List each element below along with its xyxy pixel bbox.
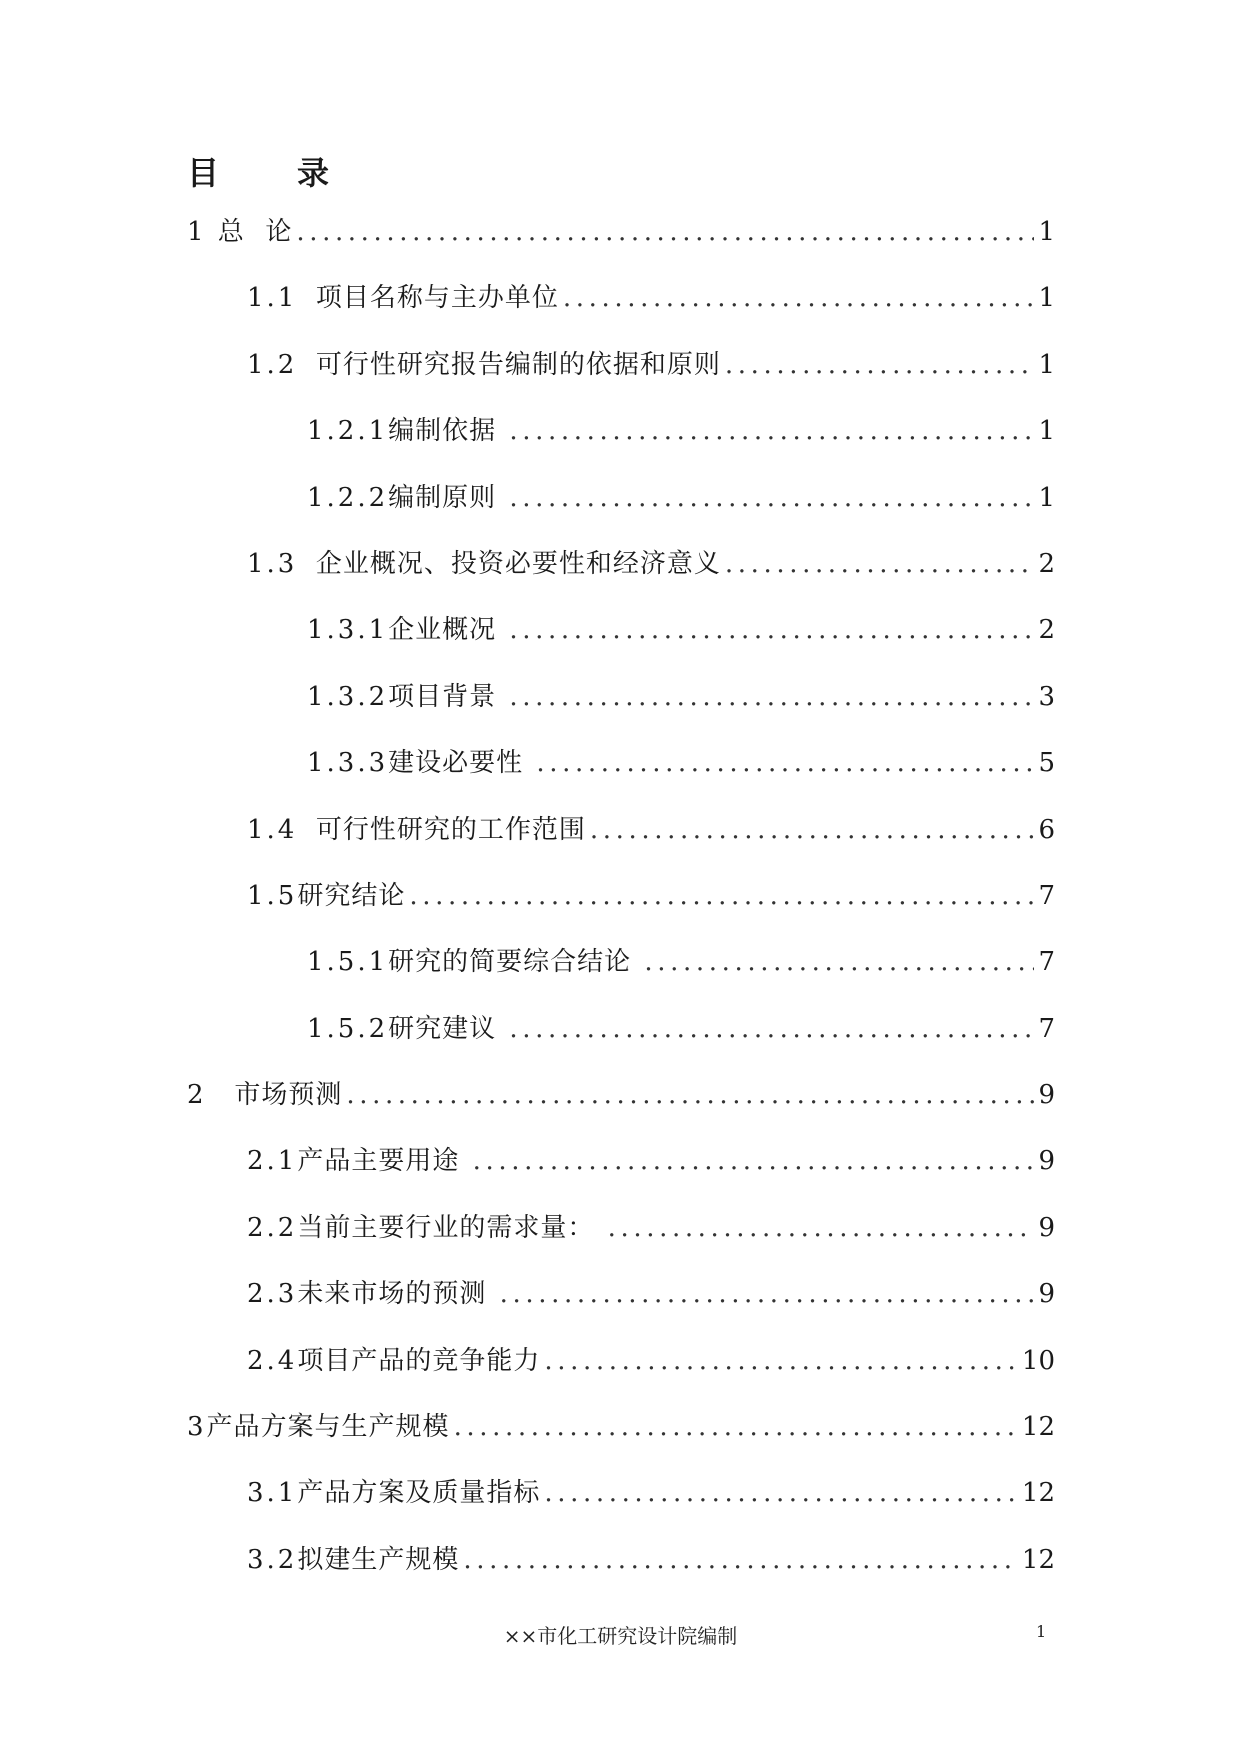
toc-entry-number: 1 总 xyxy=(187,217,247,247)
toc-entry-title: 研究的简要综合结论 xyxy=(388,947,641,978)
toc-dot-leader xyxy=(590,813,1035,847)
toc-entry-page-number: 7 xyxy=(1038,947,1055,978)
toc-entry-number: 1.2.2 xyxy=(307,482,389,513)
toc-entry-number: 1.3.2 xyxy=(307,681,389,712)
toc-dot-leader xyxy=(463,1543,1018,1577)
toc-entry-number: 1.2 xyxy=(247,349,298,380)
toc-dot-leader xyxy=(725,547,1035,581)
toc-entry-title: 未来市场的预测 xyxy=(297,1279,496,1310)
toc-entry-number: 1.3 xyxy=(247,548,298,579)
toc-entry-title: 产品方案与生产规模 xyxy=(206,1412,450,1443)
toc-entry-page-number: 1 xyxy=(1038,349,1055,380)
toc-entry[interactable] xyxy=(0,1344,1055,1410)
toc-entry-number: 1.5.2 xyxy=(307,1013,389,1044)
toc-entry-page-number: 3 xyxy=(1038,681,1055,712)
toc-dot-leader xyxy=(544,1476,1018,1510)
toc-title xyxy=(187,148,329,194)
toc-entry[interactable] xyxy=(0,613,1055,679)
toc-entry-number: 2.1 xyxy=(247,1146,298,1177)
toc-entry-title: 企业概况、投资必要性和经济意义 xyxy=(297,548,721,579)
toc-dot-leader xyxy=(409,879,1034,913)
toc-entry[interactable] xyxy=(0,945,1055,1011)
toc-entry-title: 可行性研究报告编制的依据和原则 xyxy=(297,349,721,380)
toc-entry-title: 市场预测 xyxy=(206,1080,343,1111)
toc-entry-page-number: 12 xyxy=(1021,1544,1055,1575)
toc-entry-number: 2.3 xyxy=(247,1279,298,1310)
toc-entry-title: 拟建生产规模 xyxy=(297,1544,460,1575)
toc-entry-page-number: 10 xyxy=(1021,1345,1055,1376)
toc-entry-page-number: 9 xyxy=(1038,1279,1055,1310)
toc-dot-leader xyxy=(644,945,1034,979)
toc-entry[interactable] xyxy=(0,879,1055,945)
toc-entry-page-number: 1 xyxy=(1038,217,1055,247)
toc-title-part1: 目 xyxy=(187,154,220,192)
footer-publisher: ××市化工研究设计院编制 xyxy=(503,1624,738,1648)
toc-dot-leader xyxy=(473,1144,1035,1178)
toc-entry-page-number: 9 xyxy=(1038,1212,1055,1243)
toc-entry-title: 当前主要行业的需求量： xyxy=(297,1212,604,1243)
toc-entry[interactable] xyxy=(0,813,1055,879)
toc-entry-title: 编制依据 xyxy=(388,416,506,447)
toc-entry[interactable] xyxy=(0,680,1055,746)
toc-dot-leader xyxy=(454,1410,1018,1444)
toc-entry-page-number: 2 xyxy=(1038,548,1055,579)
toc-entry-number: 3.2 xyxy=(247,1544,298,1575)
footer-page-number: 1 xyxy=(1036,1622,1047,1641)
toc-entry-title: 项目名称与主办单位 xyxy=(297,283,559,314)
toc-dot-leader xyxy=(509,414,1034,448)
toc-dot-leader xyxy=(509,680,1034,714)
toc-entry-number: 3.1 xyxy=(247,1478,298,1509)
toc-entry-page-number: 6 xyxy=(1038,814,1055,845)
toc-entry-title: 产品主要用途 xyxy=(297,1146,469,1177)
toc-entry-page-number: 5 xyxy=(1038,748,1055,779)
toc-entry-title: 项目背景 xyxy=(388,681,506,712)
toc-entry[interactable] xyxy=(0,1211,1055,1277)
toc-entry-number: 3 xyxy=(187,1412,207,1443)
toc-entry-page-number: 1 xyxy=(1038,482,1055,513)
toc-dot-leader xyxy=(563,281,1035,315)
toc-entry-page-number: 9 xyxy=(1038,1080,1055,1111)
toc-entry-title: 项目产品的竞争能力 xyxy=(297,1345,541,1376)
toc-entry[interactable] xyxy=(0,1277,1055,1343)
toc-entry[interactable] xyxy=(0,281,1055,347)
toc-entry-page-number: 2 xyxy=(1038,615,1055,646)
toc-entry[interactable] xyxy=(0,1144,1055,1210)
toc-entry[interactable] xyxy=(0,547,1055,613)
toc-title-part2: 录 xyxy=(297,154,330,192)
toc-entry-number: 2.2 xyxy=(247,1212,298,1243)
toc-dot-leader xyxy=(509,613,1034,647)
toc-entry[interactable] xyxy=(0,1476,1055,1542)
toc-entry-number: 1.1 xyxy=(247,283,298,314)
toc-entry-title: 编制原则 xyxy=(388,482,506,513)
toc-entry-title: 产品方案及质量指标 xyxy=(297,1478,541,1509)
toc-entry[interactable] xyxy=(0,414,1055,480)
table-of-contents xyxy=(0,215,1241,1609)
toc-entry-number: 1.4 xyxy=(247,814,298,845)
toc-entry-page-number: 7 xyxy=(1038,880,1055,911)
toc-entry-number: 2.4 xyxy=(247,1345,298,1376)
toc-entry-page-number: 12 xyxy=(1021,1478,1055,1509)
toc-entry-page-number: 7 xyxy=(1038,1013,1055,1044)
toc-entry-number: 1.5 xyxy=(247,880,298,911)
toc-entry-page-number: 1 xyxy=(1038,416,1055,447)
toc-dot-leader xyxy=(509,1012,1034,1046)
toc-entry-title: 建设必要性 xyxy=(388,748,533,779)
toc-entry[interactable] xyxy=(0,481,1055,547)
toc-entry-page-number: 9 xyxy=(1038,1146,1055,1177)
toc-dot-leader xyxy=(608,1211,1035,1245)
toc-dot-leader xyxy=(725,348,1035,382)
toc-entry-page-number: 12 xyxy=(1021,1412,1055,1443)
toc-entry-number: 1.5.1 xyxy=(307,947,389,978)
toc-entry[interactable] xyxy=(0,215,1055,281)
toc-dot-leader xyxy=(500,1277,1035,1311)
toc-entry[interactable] xyxy=(0,746,1055,812)
toc-dot-leader xyxy=(296,215,1034,249)
toc-entry-number: 1.3.3 xyxy=(307,748,389,779)
toc-dot-leader xyxy=(346,1078,1034,1112)
toc-dot-leader xyxy=(544,1344,1018,1378)
toc-entry[interactable] xyxy=(0,1543,1055,1609)
toc-entry[interactable] xyxy=(0,348,1055,414)
toc-entry-title: 企业概况 xyxy=(388,615,506,646)
toc-dot-leader xyxy=(509,481,1034,515)
toc-entry-title: 论 xyxy=(246,217,293,247)
toc-entry-page-number: 1 xyxy=(1038,283,1055,314)
toc-entry-number: 2 xyxy=(187,1080,207,1111)
toc-entry-number: 1.3.1 xyxy=(307,615,389,646)
toc-entry[interactable] xyxy=(0,1410,1055,1476)
toc-entry[interactable] xyxy=(0,1078,1055,1144)
toc-entry-title: 研究建议 xyxy=(388,1013,506,1044)
toc-entry-number: 1.2.1 xyxy=(307,416,389,447)
toc-entry[interactable] xyxy=(0,1012,1055,1078)
toc-dot-leader xyxy=(536,746,1034,780)
toc-entry-title: 可行性研究的工作范围 xyxy=(297,814,586,845)
toc-entry-title: 研究结论 xyxy=(297,880,406,911)
